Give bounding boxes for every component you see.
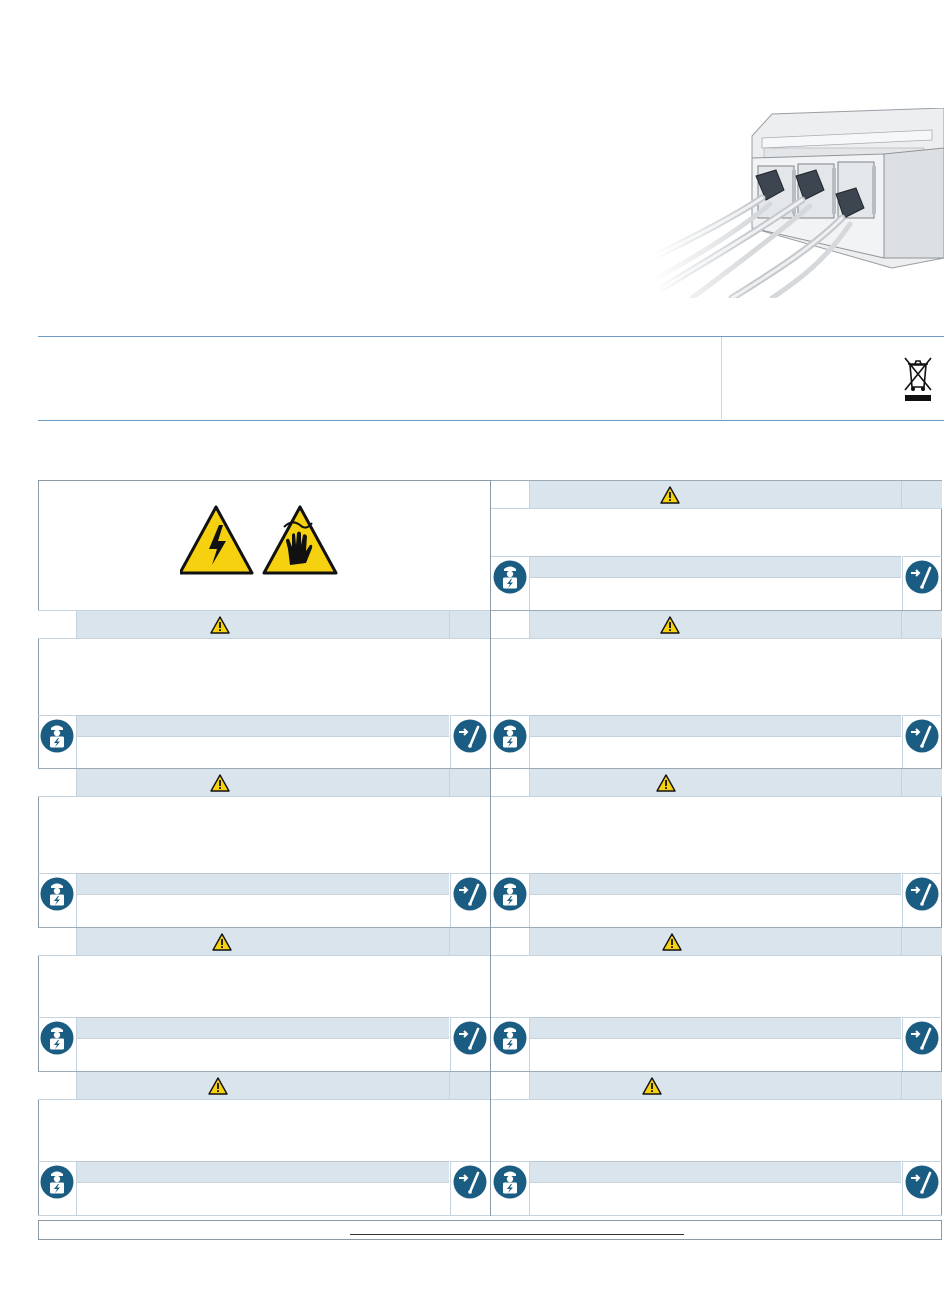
icon-column-line (450, 715, 451, 768)
footer-row (38, 1220, 942, 1240)
product-photo (652, 108, 944, 298)
disconnect-switch-icon (905, 719, 939, 753)
section-bottom-rule (38, 610, 490, 611)
icon-column-line (529, 715, 530, 768)
qualified-personnel-bar (530, 873, 901, 894)
disconnect-switch-icon (453, 1021, 487, 1055)
sub-bar-bottom-line (77, 1182, 449, 1183)
header-tail-cell (449, 611, 490, 638)
hand-electric-hazard-icon (264, 507, 336, 573)
warning-header-bar (38, 927, 490, 956)
sub-bar-bottom-line (77, 736, 449, 737)
icon-column-line (902, 715, 903, 768)
disconnect-switch-icon (453, 877, 487, 911)
qualified-personnel-bar (77, 1161, 449, 1182)
section-number-cell (491, 481, 530, 508)
weee-crossed-bin-icon (902, 355, 934, 403)
warning-triangle-icon (660, 616, 680, 634)
section-number-cell (491, 928, 530, 955)
section-number-cell (491, 769, 530, 796)
header-tail-cell (901, 1072, 942, 1099)
section-bottom-rule (491, 1215, 942, 1216)
electrician-icon (493, 1021, 527, 1055)
icon-column-line (902, 1161, 903, 1215)
section-separator (450, 873, 490, 874)
qualified-personnel-bar (77, 715, 449, 736)
electrician-icon (493, 560, 527, 594)
disconnect-switch-icon (905, 1165, 939, 1199)
section-separator (450, 1017, 490, 1018)
section-separator (491, 873, 530, 874)
electrician-icon (40, 877, 74, 911)
disconnect-switch-icon (905, 1021, 939, 1055)
qualified-personnel-bar (530, 1161, 901, 1182)
disconnect-switch-icon (453, 719, 487, 753)
sub-bar-bottom-line (530, 894, 901, 895)
section-separator (902, 715, 942, 716)
header-tail-cell (901, 769, 942, 796)
icon-column-line (529, 1017, 530, 1071)
warning-triangle-icon (208, 1077, 228, 1095)
section-separator (902, 1017, 942, 1018)
icon-column-line (902, 556, 903, 610)
icon-column-line (76, 1161, 77, 1215)
sub-bar-bottom-line (77, 1038, 449, 1039)
icon-column-line (450, 1017, 451, 1071)
section-separator (491, 715, 530, 716)
section-separator (450, 715, 490, 716)
warning-triangle-icon (642, 1077, 662, 1095)
electrician-icon (493, 1165, 527, 1199)
qualified-personnel-bar (77, 1017, 449, 1038)
header-tail-cell (449, 928, 490, 955)
disconnect-switch-icon (905, 560, 939, 594)
section-separator (491, 1017, 530, 1018)
header-tail-cell (901, 611, 942, 638)
warning-header-bar (491, 1071, 942, 1100)
section-number-cell (491, 611, 530, 638)
section-separator (38, 873, 77, 874)
icon-column-line (902, 1017, 903, 1071)
electrician-icon (40, 1021, 74, 1055)
footer-rule (350, 1234, 684, 1235)
qualified-personnel-bar (77, 873, 449, 894)
warning-triangle-icon (656, 774, 676, 792)
sub-bar-bottom-line (530, 1038, 901, 1039)
section-separator (38, 1161, 77, 1162)
header-tail-cell (901, 928, 942, 955)
section-number-cell (38, 611, 77, 638)
disconnect-switch-icon (453, 1165, 487, 1199)
section-separator (38, 1017, 77, 1018)
sub-bar-bottom-line (530, 736, 901, 737)
warning-header-bar (491, 927, 942, 956)
section-number-cell (38, 1072, 77, 1099)
sub-bar-bottom-line (77, 894, 449, 895)
table-column-divider (490, 480, 491, 1216)
sub-bar-bottom-line (530, 577, 901, 578)
electrician-icon (493, 719, 527, 753)
icon-column-line (450, 873, 451, 927)
header-rule-bottom (38, 420, 944, 421)
electrician-icon (493, 877, 527, 911)
warning-triangle-icon (210, 616, 230, 634)
qualified-personnel-bar (530, 1017, 901, 1038)
icon-column-line (529, 556, 530, 610)
section-separator (902, 873, 942, 874)
warning-triangle-icon (212, 933, 232, 951)
warning-triangle-icon (660, 486, 680, 504)
warning-triangle-icon (210, 774, 230, 792)
sub-bar-bottom-line (530, 1182, 901, 1183)
qualified-personnel-bar (530, 715, 901, 736)
warning-header-bar (38, 1071, 490, 1100)
electrician-icon (40, 1165, 74, 1199)
hazard-pictograms (180, 505, 340, 575)
warning-triangle-icon (662, 933, 682, 951)
qualified-personnel-bar (530, 556, 901, 577)
warning-header-bar (491, 610, 942, 639)
header-tail-cell (901, 481, 942, 508)
section-separator (450, 1161, 490, 1162)
section-separator (38, 715, 77, 716)
icon-column-line (76, 1017, 77, 1071)
section-separator (902, 1161, 942, 1162)
warning-header-bar (491, 480, 942, 509)
section-separator (902, 556, 942, 557)
icon-column-line (529, 1161, 530, 1215)
section-number-cell (38, 769, 77, 796)
icon-column-line (902, 873, 903, 927)
section-separator (491, 1161, 530, 1162)
header-tail-cell (449, 769, 490, 796)
warning-header-bar (491, 768, 942, 797)
section-bottom-rule (38, 1215, 490, 1216)
header-rule-top (38, 336, 944, 337)
section-number-cell (491, 1072, 530, 1099)
warning-header-bar (38, 610, 490, 639)
icon-column-line (76, 873, 77, 927)
disconnect-switch-icon (905, 877, 939, 911)
icon-column-line (450, 1161, 451, 1215)
electrician-icon (40, 719, 74, 753)
section-separator (491, 556, 530, 557)
header-column-divider (721, 337, 722, 419)
electric-shock-warning-icon (180, 507, 252, 573)
section-number-cell (38, 928, 77, 955)
warning-header-bar (38, 768, 490, 797)
header-tail-cell (449, 1072, 490, 1099)
icon-column-line (76, 715, 77, 768)
icon-column-line (529, 873, 530, 927)
